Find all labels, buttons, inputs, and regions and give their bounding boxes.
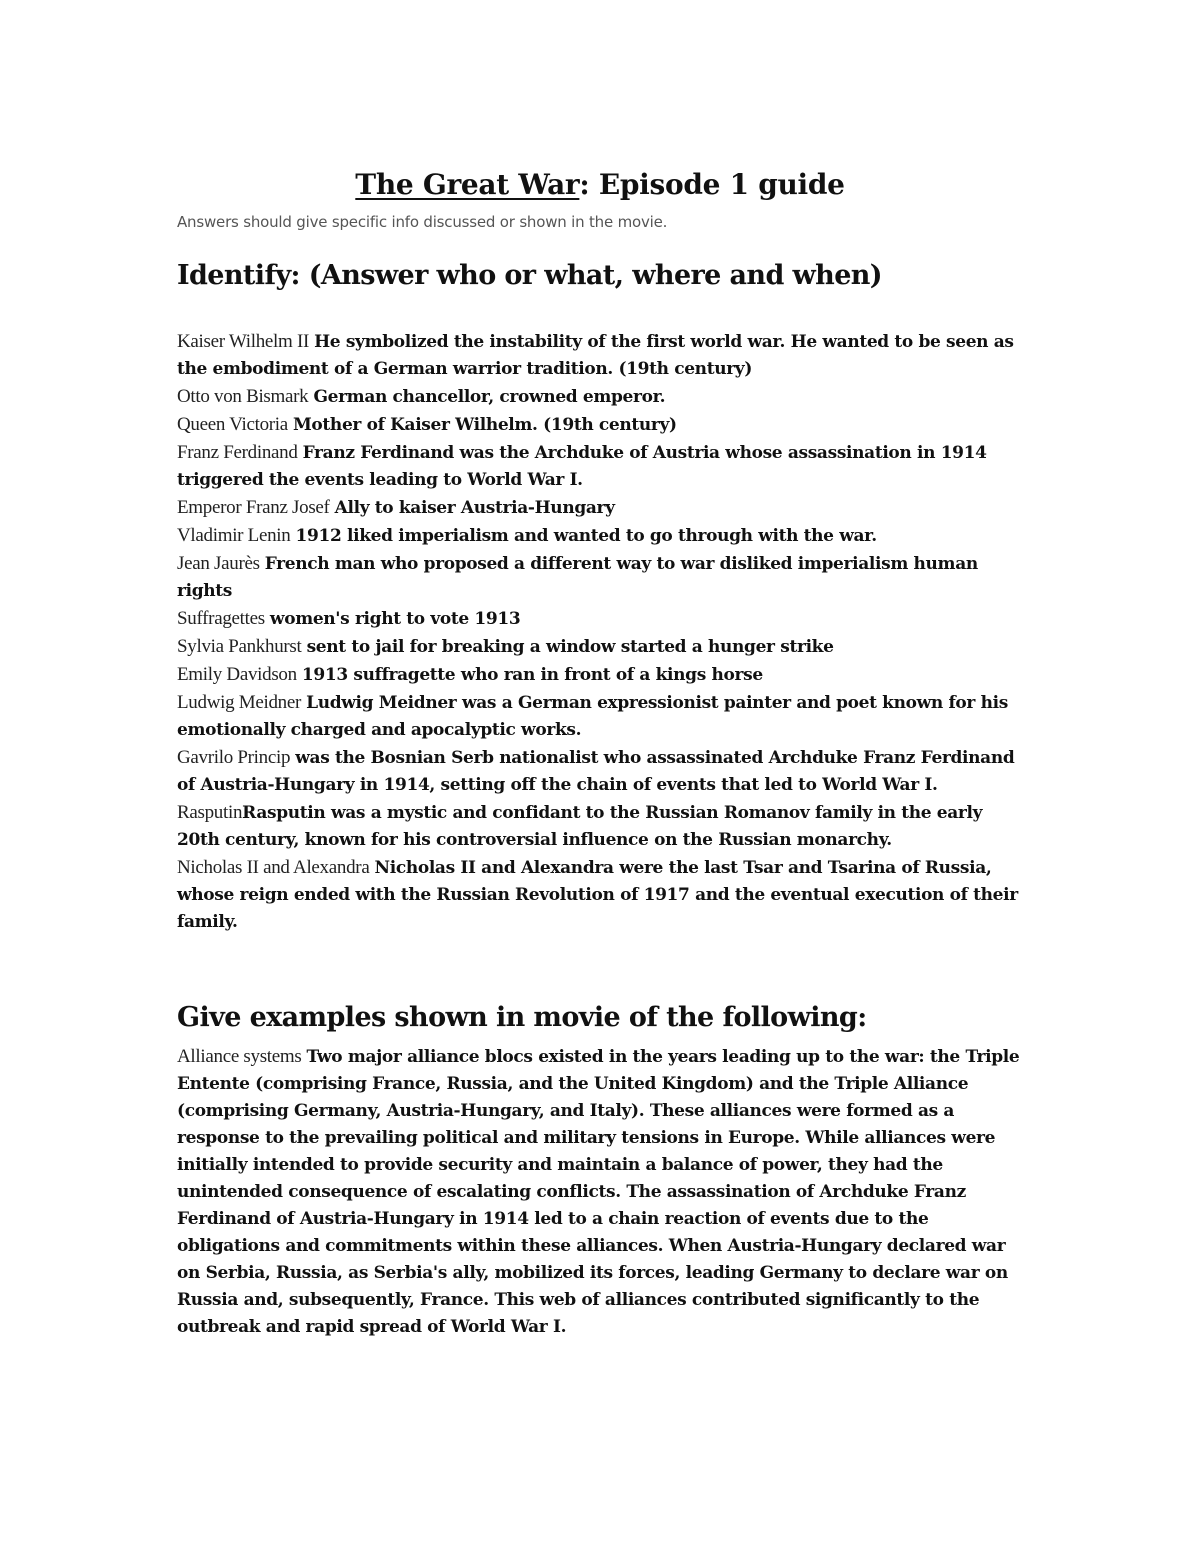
title-rest: : Episode 1 guide — [579, 168, 845, 201]
identify-entry-suffragettes — [177, 605, 1027, 633]
identify-entry-pankhurst — [177, 633, 1027, 661]
identify-entry-jaures — [177, 550, 1027, 605]
entry-answer: sent to jail for breaking a window started a hunger strike — [306, 637, 834, 657]
entry-term: Franz Ferdinand — [177, 442, 298, 463]
identify-heading: Identify: (Answer who or what, where and when) — [177, 260, 882, 291]
entry-term: Rasputin — [177, 802, 243, 823]
examples-list — [177, 1043, 1027, 1341]
entry-term: Jean Jaurès — [177, 553, 260, 574]
identify-entry-queen-victoria — [177, 411, 1027, 439]
entry-term: Emperor Franz Josef — [177, 497, 330, 518]
identify-entry-franz-ferdinand — [177, 439, 1027, 494]
entry-term: Gavrilo Princip — [177, 747, 291, 768]
entry-answer: Nicholas II and Alexandra were the last Tsar and Tsarina of Russia, whose reign ended with the Russian Revolution of 1917 and the eventual execution of their family. — [177, 858, 1018, 932]
entry-term: Queen Victoria — [177, 414, 288, 435]
entry-answer: French man who proposed a different way to war disliked imperialism human rights — [177, 554, 978, 601]
entry-answer: Franz Ferdinand was the Archduke of Austria whose assassination in 1914 triggered the events leading to World War I. — [177, 443, 987, 490]
entry-answer: 1913 suffragette who ran in front of a kings horse — [301, 665, 763, 685]
entry-term: Vladimir Lenin — [177, 525, 291, 546]
entry-answer: Ludwig Meidner was a German expressionist painter and poet known for his emotionally charged and apocalyptic works. — [177, 693, 1008, 740]
entry-term: Emily Davidson — [177, 664, 297, 685]
examples-entry-alliance-systems — [177, 1043, 1027, 1341]
entry-answer: women's right to vote 1913 — [269, 609, 521, 629]
identify-entry-lenin — [177, 522, 1027, 550]
entry-answer: Mother of Kaiser Wilhelm. (19th century) — [292, 415, 677, 435]
entry-term: Otto von Bismark — [177, 386, 309, 407]
identify-list — [177, 328, 1027, 936]
identify-entry-princip — [177, 744, 1027, 799]
entry-answer: German chancellor, crowned emperor. — [313, 387, 666, 407]
entry-term: Alliance systems — [177, 1046, 302, 1067]
entry-term: Ludwig Meidner — [177, 692, 302, 713]
entry-answer: He symbolized the instability of the first world war. He wanted to be seen as the embodiment of a German warrior tradition. (19th century) — [177, 332, 1014, 379]
entry-answer: was the Bosnian Serb nationalist who assassinated Archduke Franz Ferdinand of Austria-Hungary in 1914, setting off the chain of events that led to World War I. — [177, 748, 1015, 795]
identify-entry-meidner — [177, 689, 1027, 744]
entry-answer: Ally to kaiser Austria-Hungary — [334, 498, 615, 518]
identify-entry-davidson — [177, 661, 1027, 689]
entry-term: Suffragettes — [177, 608, 265, 629]
examples-heading: Give examples shown in movie of the following: — [177, 1002, 867, 1033]
identify-entry-kaiser-wilhelm — [177, 328, 1027, 383]
entry-answer: Two major alliance blocs existed in the years leading up to the war: the Triple Entente (comprising France, Russia, and the United Kingdom) and the Triple Alliance (comprising Germany, Austria-Hungary, and Italy). These alliances were formed as a response to the prevailing political and military tensions in Europe. While alliances were initially intended to provide security and maintain a balance of power, they had the unintended consequence of escalating conflicts. The assassination of Archduke Franz Ferdinand of Austria-Hungary in 1914 led to a chain reaction of events due to the obligations and commitments within these alliances. When Austria-Hungary declared war on Serbia, Russia, as Serbia's ally, mobilized its forces, leading Germany to declare war on Russia and, subsequently, France. This web of alliances contributed significantly to the outbreak and rapid spread of World War I. — [177, 1047, 1020, 1337]
entry-answer: 1912 liked imperialism and wanted to go through with the war. — [295, 526, 877, 546]
page-title — [0, 166, 1200, 204]
entry-term: Nicholas II and Alexandra — [177, 857, 370, 878]
title-underlined: The Great War — [355, 168, 580, 201]
entry-answer: Rasputin was a mystic and confidant to the Russian Romanov family in the early 20th century, known for his controversial influence on the Russian monarchy. — [177, 803, 983, 850]
instructions-text: Answers should give specific info discussed or shown in the movie. — [177, 213, 668, 231]
identify-entry-franz-josef — [177, 494, 1027, 522]
identify-entry-rasputin — [177, 799, 1027, 854]
entry-term: Sylvia Pankhurst — [177, 636, 302, 657]
identify-entry-nicholas-alexandra — [177, 854, 1027, 936]
entry-term: Kaiser Wilhelm II — [177, 331, 310, 352]
identify-entry-bismark — [177, 383, 1027, 411]
